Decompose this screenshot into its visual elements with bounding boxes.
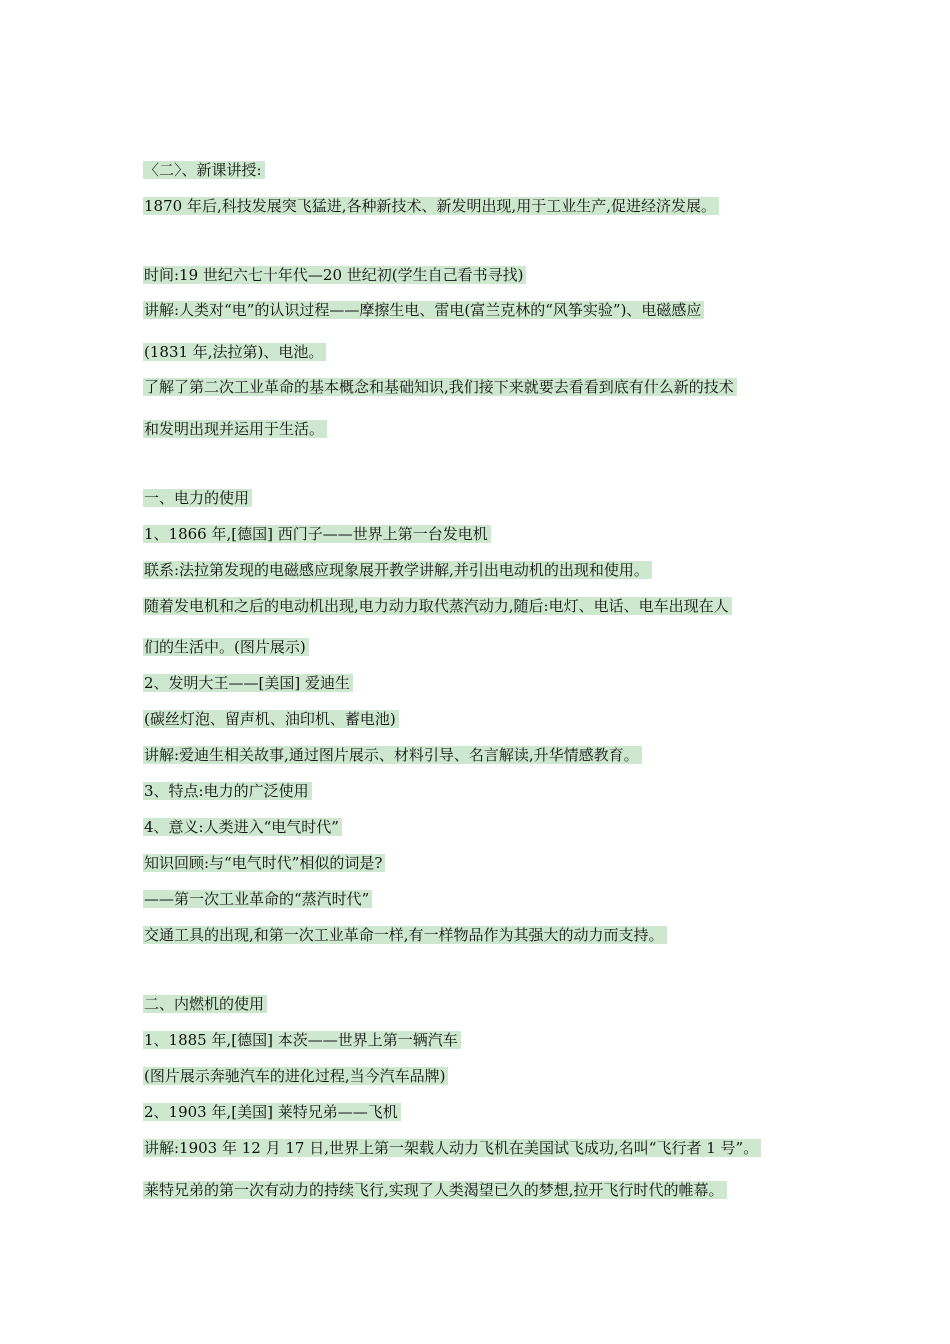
paragraph-line	[143, 560, 652, 580]
highlighted-text: 3、特点:电力的广泛使用	[143, 782, 312, 800]
paragraph-line	[143, 1102, 401, 1122]
highlighted-text: 交通工具的出现,和第一次工业革命一样,有一样物品作为其强大的动力而支持。	[143, 926, 667, 944]
paragraph-line	[143, 673, 353, 693]
paragraph-line	[143, 853, 385, 873]
paragraph-line	[143, 196, 719, 216]
highlighted-text: 1、1866 年,[德国] 西门子——世界上第一台发电机	[143, 525, 491, 543]
paragraph-line	[143, 1138, 761, 1158]
paragraph-line	[143, 925, 667, 945]
highlighted-text: 讲解:人类对“电”的认识过程——摩擦生电、雷电(富兰克林的“风筝实验”)、电磁感应	[143, 301, 704, 319]
highlighted-text: 讲解:爱迪生相关故事,通过图片展示、材料引导、名言解读,升华情感教育。	[143, 746, 642, 764]
highlighted-text: (1831 年,法拉第)、电池。	[143, 343, 326, 361]
highlighted-text: 们的生活中。(图片展示)	[143, 638, 309, 656]
paragraph-line	[143, 524, 491, 544]
paragraph-line	[143, 300, 704, 320]
paragraph-line	[143, 1180, 727, 1200]
section-heading-new-lesson	[143, 160, 265, 180]
highlighted-text: 4、意义:人类进入“电气时代”	[143, 818, 342, 836]
paragraph-line	[143, 377, 737, 397]
paragraph-line	[143, 265, 526, 285]
paragraph-line	[143, 1030, 461, 1050]
highlighted-text: 联系:法拉第发现的电磁感应现象展开教学讲解,并引出电动机的出现和使用。	[143, 561, 652, 579]
paragraph-line	[143, 419, 327, 439]
highlighted-text: 莱特兄弟的第一次有动力的持续飞行,实现了人类渴望已久的梦想,拉开飞行时代的帷幕。	[143, 1181, 727, 1199]
highlighted-text: 和发明出现并运用于生活。	[143, 420, 327, 438]
highlighted-text: 讲解:1903 年 12 月 17 日,世界上第一架载人动力飞机在美国试飞成功,名叫“飞行者 1 号”。	[143, 1139, 761, 1157]
paragraph-line	[143, 596, 732, 616]
highlighted-text: 〈二〉、新课讲授:	[143, 161, 265, 179]
paragraph-line	[143, 342, 326, 362]
paragraph-line	[143, 889, 372, 909]
paragraph-line	[143, 709, 399, 729]
paragraph-line	[143, 637, 309, 657]
paragraph-line	[143, 781, 312, 801]
section-heading-electricity	[143, 488, 252, 508]
paragraph-line	[143, 745, 642, 765]
section-heading-combustion-engine	[143, 994, 267, 1014]
highlighted-text: 1、1885 年,[德国] 本茨——世界上第一辆汽车	[143, 1031, 461, 1049]
highlighted-text: (图片展示奔驰汽车的进化过程,当今汽车品牌)	[143, 1067, 448, 1085]
highlighted-text: 一、电力的使用	[143, 489, 252, 507]
highlighted-text: 1870 年后,科技发展突飞猛进,各种新技术、新发明出现,用于工业生产,促进经济发展。	[143, 197, 719, 215]
highlighted-text: 知识回顾:与“电气时代”相似的词是?	[143, 854, 385, 872]
highlighted-text: 随着发电机和之后的电动机出现,电力动力取代蒸汽动力,随后:电灯、电话、电车出现在人	[143, 597, 732, 615]
highlighted-text: 二、内燃机的使用	[143, 995, 267, 1013]
highlighted-text: 时间:19 世纪六七十年代—20 世纪初(学生自己看书寻找)	[143, 266, 526, 284]
paragraph-line	[143, 1066, 448, 1086]
highlighted-text: 了解了第二次工业革命的基本概念和基础知识,我们接下来就要去看看到底有什么新的技术	[143, 378, 737, 396]
highlighted-text: 2、1903 年,[美国] 莱特兄弟——飞机	[143, 1103, 401, 1121]
highlighted-text: ——第一次工业革命的“蒸汽时代”	[143, 890, 372, 908]
paragraph-line	[143, 817, 342, 837]
highlighted-text: (碳丝灯泡、留声机、油印机、蓄电池)	[143, 710, 399, 728]
highlighted-text: 2、发明大王——[美国] 爱迪生	[143, 674, 353, 692]
